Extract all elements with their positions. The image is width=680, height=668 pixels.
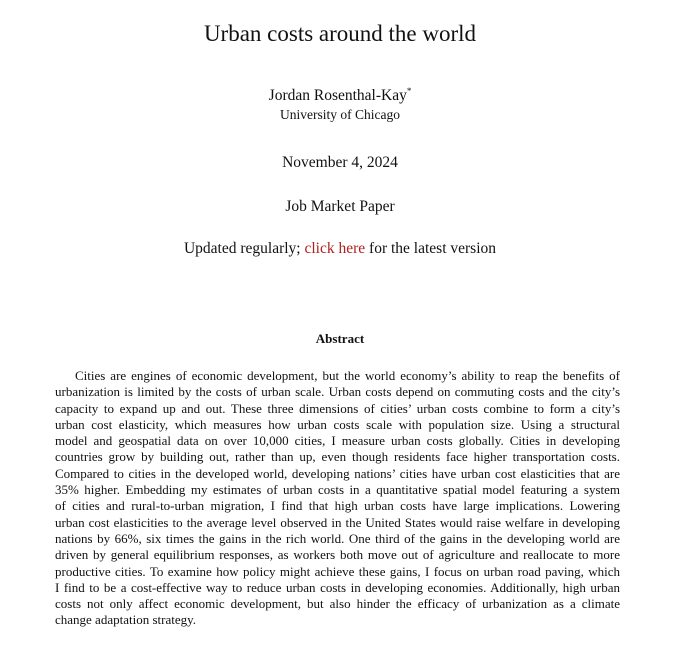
abstract-heading: Abstract xyxy=(315,331,365,346)
abstract-body xyxy=(55,368,620,629)
paper-date: November 4, 2024 xyxy=(282,154,398,171)
abstract-line: capacity to expand up and out. These three dimensions of cities’ urban costs combine to form a city’s xyxy=(55,400,620,416)
update-note-prefix: Updated regularly; xyxy=(183,240,305,257)
latest-version-link[interactable]: click here xyxy=(304,240,366,257)
abstract-line: 35% higher. Embedding my estimates of urban costs in a quantitative spatial model featuring a system xyxy=(55,482,620,498)
paper-type: Job Market Paper xyxy=(285,198,395,215)
author-affiliation: University of Chicago xyxy=(280,107,400,122)
author-name: Jordan Rosenthal-Kay xyxy=(268,87,407,104)
abstract-line: urban cost elasticity, which measures how urban costs scale with population size. Using a structural xyxy=(55,416,620,432)
abstract-line: urban cost elasticities to the average level observed in the United States would raise welfare in developing xyxy=(55,514,620,530)
abstract-line: Cities are engines of economic development, but the world economy’s ability to reap the benefits of xyxy=(75,368,620,383)
abstract-line: costs not only affect economic development, but also hinder the efficacy of urbanization as a climate xyxy=(55,596,620,612)
update-note-suffix: for the latest version xyxy=(365,240,497,257)
abstract-line: urbanization is limited by the costs of urban scale. Urban costs depend on commuting costs and the city’s xyxy=(55,384,620,400)
author-line xyxy=(0,86,680,106)
abstract-line: of cities and rural-to-urban migration, I find that high urban costs have large implications. Lowering xyxy=(55,498,620,514)
paper-title: Urban costs around the world xyxy=(203,21,477,46)
abstract-line: nations by 66%, six times the gains in the rich world. One third of the gains in the developing world are xyxy=(55,530,620,546)
update-note xyxy=(0,239,680,259)
author-footnote-mark[interactable]: * xyxy=(406,86,412,96)
abstract-line: driven by general equilibrium responses, as workers both move out of agriculture and reallocate to more xyxy=(55,547,620,563)
abstract-line: model and geospatial data on over 10,000 cities, I measure urban costs globally. Cities in developing xyxy=(55,433,620,449)
abstract-line: change adaptation strategy. xyxy=(55,612,197,628)
abstract-line: Compared to cities in the developed world, developing nations’ cities have urban cost elasticities that are xyxy=(55,465,620,481)
abstract-line: countries grow by building out, rather than up, even though residents face higher transportation costs. xyxy=(55,449,620,465)
abstract-line: productive cities. To examine how policy might achieve these gains, I focus on urban road paving, which xyxy=(55,563,620,579)
abstract-line: I find to be a cost-effective way to reduce urban costs in developing economies. Additionally, high urban xyxy=(55,579,620,595)
